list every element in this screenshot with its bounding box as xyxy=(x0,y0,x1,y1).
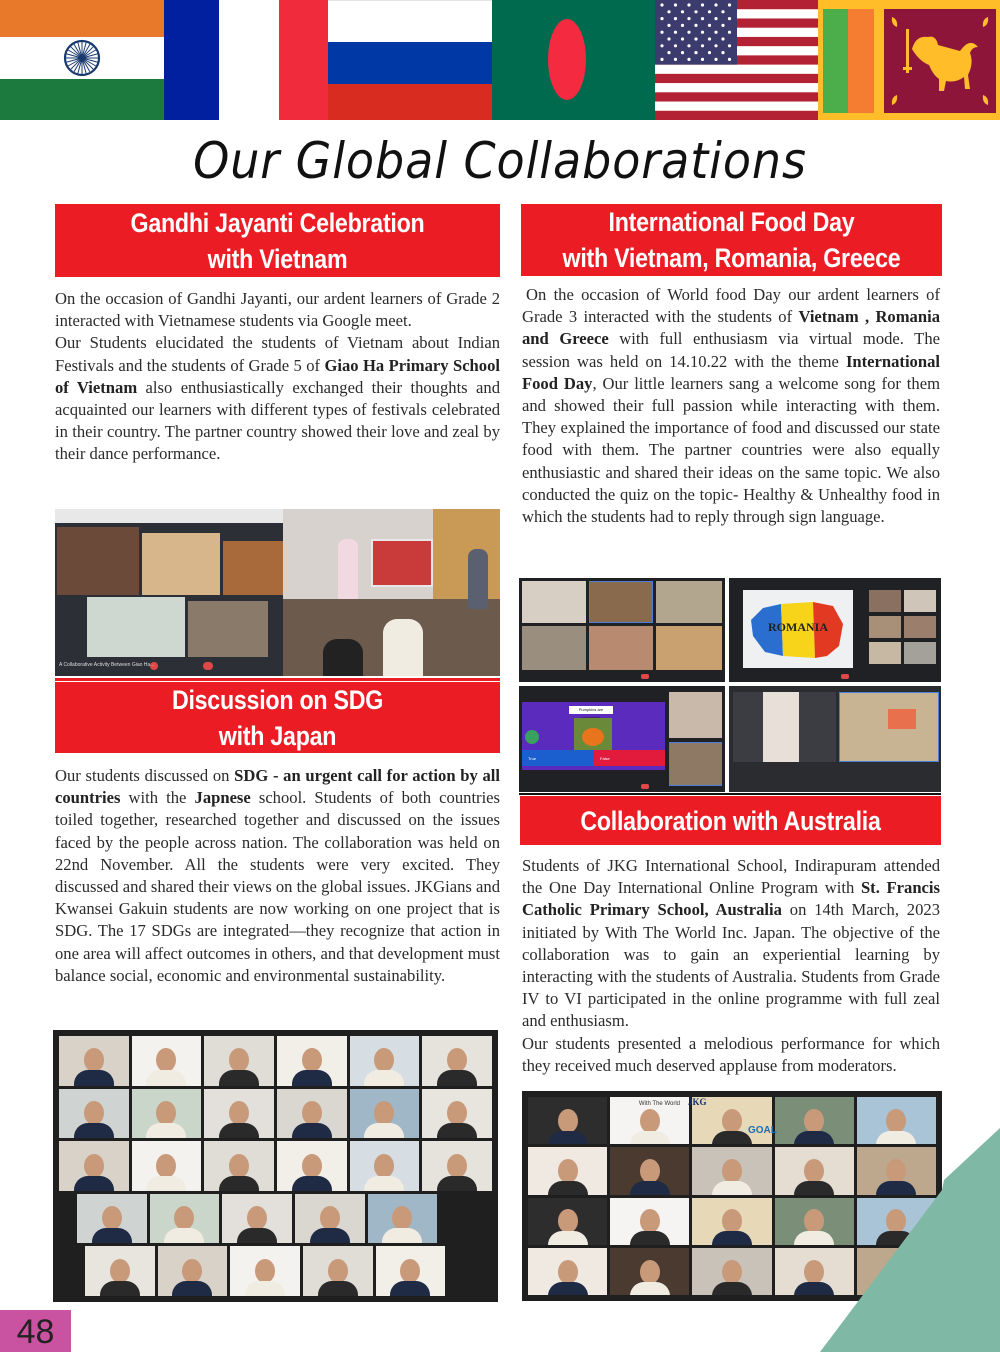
video-tile xyxy=(422,1036,492,1086)
participant-figure xyxy=(886,1109,906,1133)
participant-body xyxy=(712,1282,752,1295)
page-title: Our Global Collaborations xyxy=(193,132,807,190)
participant-figure xyxy=(722,1159,742,1183)
with-the-world-logo: With The World xyxy=(638,1101,680,1107)
participant-body xyxy=(630,1282,670,1295)
video-tile xyxy=(204,1141,274,1191)
video-tile xyxy=(204,1036,274,1086)
participant-figure xyxy=(174,1206,194,1230)
video-tile xyxy=(158,1246,228,1296)
video-tile xyxy=(277,1141,347,1191)
participant-body xyxy=(794,1181,834,1194)
video-tile xyxy=(277,1089,347,1139)
participant-body xyxy=(364,1176,404,1191)
participant-figure xyxy=(558,1209,578,1233)
participant-figure xyxy=(374,1048,394,1072)
participant-body xyxy=(172,1281,212,1296)
video-tile xyxy=(350,1089,420,1139)
participant-body xyxy=(219,1070,259,1085)
quiz-true-option: True xyxy=(522,750,594,766)
participant-body xyxy=(630,1231,670,1244)
participant-figure xyxy=(722,1109,742,1133)
photo-caption: A Collaborative Activity Between Giao Ha... xyxy=(59,662,155,668)
paragraph: On the occasion of Gandhi Jayanti, our ardent learners of Grade 2 interacted with Vietnamese students via Google meet. xyxy=(55,289,500,331)
video-tile xyxy=(59,1141,129,1191)
banner-title-line: with Vietnam xyxy=(207,243,348,274)
participant-body xyxy=(310,1228,350,1243)
video-tile xyxy=(775,1097,854,1144)
video-tile xyxy=(350,1141,420,1191)
participant-body xyxy=(794,1131,834,1144)
participant-figure xyxy=(722,1209,742,1233)
text-run: also enthusiastically exchanged their thoughts and acquainted our learners with different types of festivals celebrated in their country. The partner country showed their love and zeal by their dance performance. xyxy=(55,377,501,464)
video-tile xyxy=(422,1141,492,1191)
gandhi-jayanti-photo xyxy=(55,509,500,676)
divider xyxy=(519,793,941,795)
banner-title-line: Gandhi Jayanti Celebration xyxy=(130,207,425,238)
participant-body xyxy=(712,1181,752,1194)
participant-figure xyxy=(84,1154,104,1178)
food-day-text xyxy=(522,284,940,528)
video-tile xyxy=(132,1036,202,1086)
participant-figure xyxy=(156,1048,176,1072)
participant-body xyxy=(74,1123,114,1138)
paragraph xyxy=(55,765,500,987)
gandhi-jayanti-text xyxy=(55,288,500,466)
video-tile xyxy=(692,1248,771,1295)
participant-figure xyxy=(804,1260,824,1284)
participant-figure xyxy=(558,1260,578,1284)
video-tile xyxy=(775,1248,854,1295)
participant-figure xyxy=(374,1101,394,1125)
text-run: Our Students elucidated the students of Vietnam about Indian Festivals and the students of Grade 5 of xyxy=(55,333,500,375)
banner-title-line: Collaboration with Australia xyxy=(580,805,881,836)
participant-figure xyxy=(886,1159,906,1183)
theme-bold: International Food Day xyxy=(522,351,940,393)
australia-text xyxy=(522,855,940,1077)
participant-figure xyxy=(558,1159,578,1183)
video-tile xyxy=(132,1141,202,1191)
participant-figure xyxy=(374,1154,394,1178)
video-tile xyxy=(422,1089,492,1139)
participant-body xyxy=(318,1281,358,1296)
video-tile xyxy=(692,1198,771,1245)
participant-figure xyxy=(229,1048,249,1072)
australia-video-call-photo xyxy=(522,1091,942,1301)
video-tile xyxy=(528,1097,607,1144)
participant-body xyxy=(548,1282,588,1295)
video-tile xyxy=(368,1194,438,1244)
video-tile xyxy=(610,1198,689,1245)
usa-flag-icon xyxy=(655,0,818,120)
bangladesh-flag-icon xyxy=(492,0,655,120)
video-tile xyxy=(857,1097,936,1144)
sri-lanka-flag-icon xyxy=(818,0,1000,120)
participant-figure xyxy=(328,1259,348,1283)
text-run: Our students discussed on xyxy=(55,766,235,785)
video-tile xyxy=(230,1246,300,1296)
banner-title-line: with Japan xyxy=(218,720,337,751)
video-tile xyxy=(295,1194,365,1244)
section-banner-australia xyxy=(520,796,941,845)
video-tile xyxy=(277,1036,347,1086)
participant-figure xyxy=(804,1109,824,1133)
video-tile xyxy=(528,1198,607,1245)
video-tile xyxy=(350,1036,420,1086)
flags-banner xyxy=(0,0,1000,120)
video-tile xyxy=(303,1246,373,1296)
participant-figure xyxy=(229,1101,249,1125)
video-tile xyxy=(77,1194,147,1244)
participant-figure xyxy=(156,1154,176,1178)
participant-body xyxy=(437,1070,477,1085)
video-tile xyxy=(132,1089,202,1139)
participant-body xyxy=(237,1228,277,1243)
text-run: with the xyxy=(120,788,195,808)
video-tile xyxy=(692,1147,771,1194)
participant-figure xyxy=(84,1048,104,1072)
participant-body xyxy=(292,1176,332,1191)
participant-figure xyxy=(886,1209,906,1233)
sdg-text xyxy=(55,765,500,987)
video-tile xyxy=(528,1147,607,1194)
participant-figure xyxy=(302,1154,322,1178)
participant-body xyxy=(876,1131,916,1144)
participant-figure xyxy=(84,1101,104,1125)
paragraph xyxy=(55,332,500,465)
text-run: Students of JKG International School, Indirapuram attended the One Day International Online Program with xyxy=(522,856,940,898)
participant-body xyxy=(219,1176,259,1191)
participant-body xyxy=(364,1123,404,1138)
participant-body xyxy=(382,1228,422,1243)
sdg-bold: SDG - an urgent call for action by all countries xyxy=(55,766,500,808)
participant-body xyxy=(437,1176,477,1191)
participant-body xyxy=(92,1228,132,1243)
paragraph: Our students presented a melodious performance for which they received much deserved applause from moderators. xyxy=(522,1033,940,1075)
video-tile xyxy=(775,1198,854,1245)
participant-body xyxy=(390,1281,430,1296)
participant-body xyxy=(794,1282,834,1295)
participant-body xyxy=(146,1123,186,1138)
participant-figure xyxy=(102,1206,122,1230)
participant-body xyxy=(630,1181,670,1194)
video-tile xyxy=(857,1147,936,1194)
participant-body xyxy=(100,1281,140,1296)
video-tile xyxy=(222,1194,292,1244)
video-tile xyxy=(775,1147,854,1194)
participant-body xyxy=(630,1131,670,1144)
participant-figure xyxy=(320,1206,340,1230)
text-run: school. Students of both countries toiled together, researched together and discussed on the issues faced by the people across nation. The collaboration was held on 22nd November. All the students were very excited. They discussed and shared their views on the global issues. JKGians and Kwansei Gakuin students are now working on one project that is SDG. The 17 SDGs are integrated—they recognize that action in one area will affect outcomes in others, and that development must balance social, economic and environmental sustainability. xyxy=(55,788,501,985)
video-tile xyxy=(59,1036,129,1086)
participant-body xyxy=(876,1181,916,1194)
video-tile xyxy=(59,1089,129,1139)
participant-figure xyxy=(182,1259,202,1283)
participant-figure xyxy=(640,1260,660,1284)
participant-figure xyxy=(156,1101,176,1125)
participant-body xyxy=(219,1123,259,1138)
jkg-logo: JKG xyxy=(688,1097,707,1107)
participant-body xyxy=(548,1231,588,1244)
participant-figure xyxy=(447,1101,467,1125)
section-banner-gandhi-jayanti xyxy=(55,204,500,277)
text-run: with full enthusiasm via virtual mode. The session was held on 14.10.22 with the theme xyxy=(522,329,940,371)
russia-flag-icon xyxy=(328,0,492,120)
video-tile xyxy=(204,1089,274,1139)
india-flag-icon xyxy=(0,0,164,120)
participant-figure xyxy=(447,1154,467,1178)
participant-body xyxy=(74,1070,114,1085)
participant-figure xyxy=(392,1206,412,1230)
section-banner-food-day xyxy=(521,204,942,276)
paragraph xyxy=(522,855,940,1033)
quiz-false-option: False xyxy=(594,750,665,766)
banner-title-line: Discussion on SDG xyxy=(171,684,384,715)
participant-figure xyxy=(640,1209,660,1233)
participant-figure xyxy=(886,1260,906,1284)
participant-body xyxy=(712,1131,752,1144)
participant-figure xyxy=(255,1259,275,1283)
text-run: , Our little learners sang a welcome song for them and showed their full passion while interacting with them. They explained the importance of food and discussed our state food with them. The partner countries were also equally enthusiastic and shared their ideas on the same topic. We also conducted the quiz on the topic- Healthy & Unhealthy food in which the students had to reply through sign language. xyxy=(522,373,940,527)
participant-body xyxy=(876,1282,916,1295)
sdg-goals-text: GOAL xyxy=(748,1125,777,1136)
paragraph xyxy=(522,284,940,528)
school-name: Giao Ha Primary School of Vietnam xyxy=(55,355,500,397)
banner-title-line: International Food Day xyxy=(608,207,855,237)
participant-figure xyxy=(302,1048,322,1072)
participant-body xyxy=(876,1231,916,1244)
quiz-question: Pumpkins are xyxy=(569,706,613,714)
countries-bold: Vietnam , Romania and Greece xyxy=(522,307,940,349)
participant-body xyxy=(364,1070,404,1085)
participant-figure xyxy=(558,1109,578,1133)
participant-figure xyxy=(229,1154,249,1178)
participant-body xyxy=(794,1231,834,1244)
participant-figure xyxy=(400,1259,420,1283)
banner-title-line: with Vietnam, Romania, Greece xyxy=(562,243,901,273)
video-tile xyxy=(376,1246,446,1296)
participant-figure xyxy=(804,1209,824,1233)
participant-figure xyxy=(447,1048,467,1072)
participant-body xyxy=(74,1176,114,1191)
video-tile xyxy=(150,1194,220,1244)
participant-body xyxy=(146,1070,186,1085)
participant-body xyxy=(245,1281,285,1296)
sdg-video-call-photo xyxy=(53,1030,498,1302)
participant-body xyxy=(146,1176,186,1191)
video-tile xyxy=(857,1248,936,1295)
video-tile xyxy=(610,1147,689,1194)
video-tile xyxy=(528,1248,607,1295)
participant-figure xyxy=(640,1159,660,1183)
text-run: on 14th March, 2023 initiated by With The World Inc. Japan. The objective of the collaboration was to gain an experiential learning by interacting with the students of Australia. Students from Grade IV to VI participated in the online programme with full zeal and enthusiasm. xyxy=(522,900,940,1031)
france-flag-icon xyxy=(164,0,328,120)
participant-figure xyxy=(110,1259,130,1283)
page-number: 48 xyxy=(0,1310,71,1352)
video-tile xyxy=(610,1248,689,1295)
participant-body xyxy=(712,1231,752,1244)
text-run: On the occasion of World food Day our ardent learners of Grade 3 interacted with the students of xyxy=(522,285,940,327)
participant-body xyxy=(437,1123,477,1138)
participant-body xyxy=(292,1070,332,1085)
section-banner-sdg xyxy=(55,682,500,753)
food-day-photo xyxy=(519,578,941,792)
participant-body xyxy=(292,1123,332,1138)
video-tile xyxy=(857,1198,936,1245)
participant-figure xyxy=(247,1206,267,1230)
participant-body xyxy=(548,1131,588,1144)
japanese-bold: Japnese xyxy=(194,788,251,808)
partner-school-bold: St. Francis Catholic Primary School, Australia xyxy=(522,878,940,920)
participant-body xyxy=(164,1228,204,1243)
participant-figure xyxy=(722,1260,742,1284)
video-tile xyxy=(85,1246,155,1296)
romania-map-label: ROMANIA xyxy=(768,620,828,634)
participant-figure xyxy=(302,1101,322,1125)
participant-body xyxy=(548,1181,588,1194)
participant-figure xyxy=(804,1159,824,1183)
